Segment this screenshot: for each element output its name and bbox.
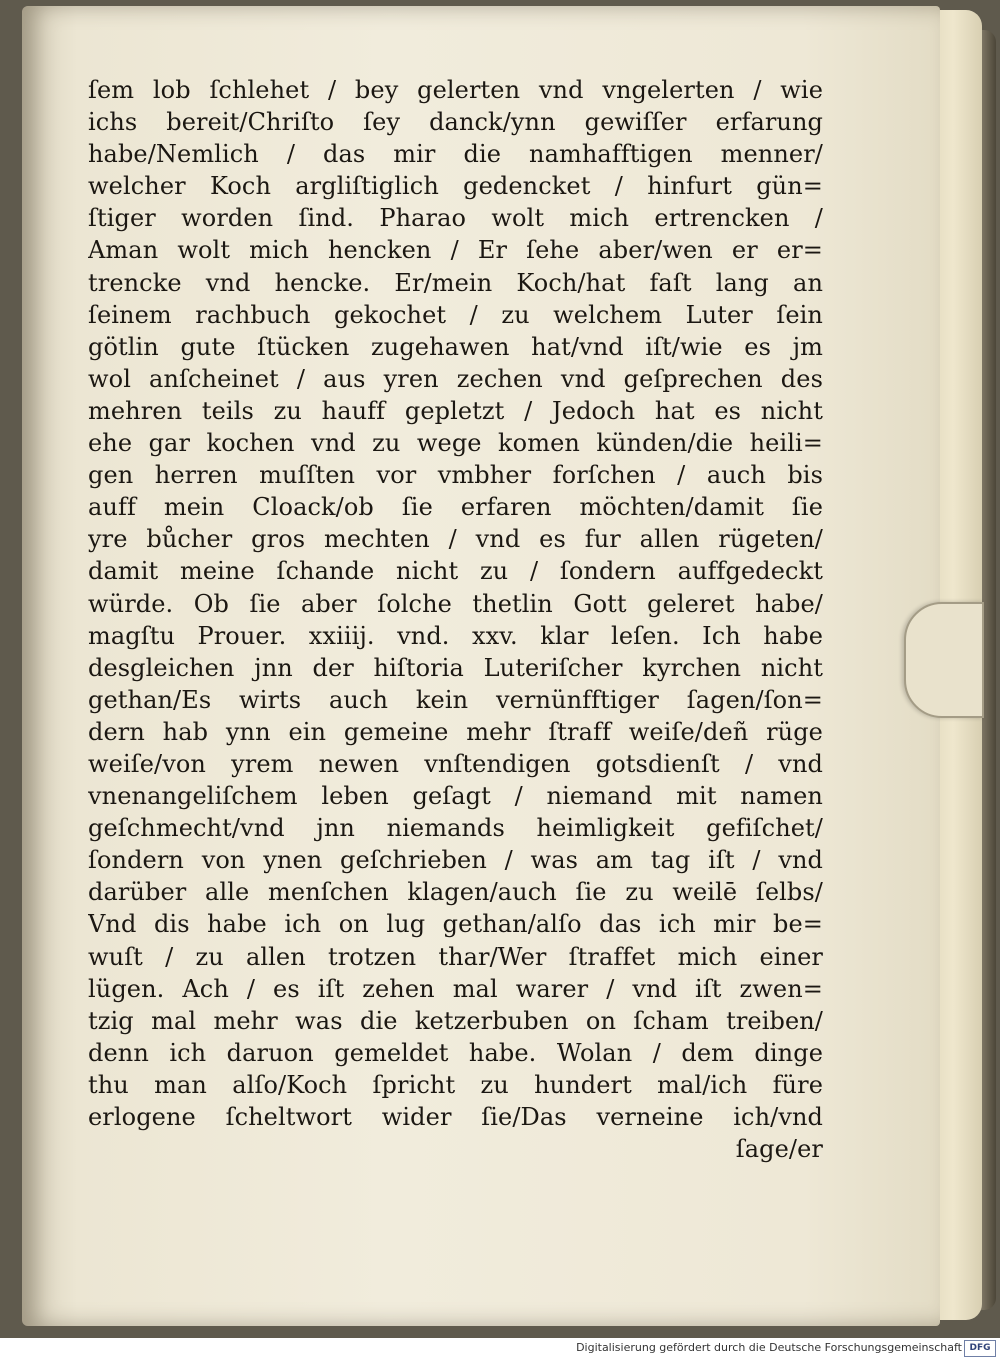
text-line: ſeinem rachbuch gekochet / zu welchem Luter ſein [88,300,823,329]
text-line: ſem lob ſchlehet / bey gelerten vnd vngelerten / wie [88,76,823,104]
text-line: denn ich daruon gemeldet habe. Wolan / dem dinge [88,1038,823,1067]
text-line: desgleichen jnn der hiſtoria Luteriſcher kyrchen nicht [88,653,823,682]
text-line: gethan/Es wirts auch kein vernünfftiger ſagen/ſon= [88,685,823,714]
text-line: vnenangeliſchem leben geſagt / niemand mit namen [88,782,823,811]
text-line: mehren teils zu hauff gepletzt / Jedoch hat es nicht [88,396,823,425]
text-line: gen herren muſſten vor vmbher forſchen / auch bis [88,461,823,490]
text-line: erlogene ſcheltwort wider ſie/Das verneine ich/vnd [88,1103,823,1131]
text-line: ichs bereit/Chriſto ſey danck/ynn gewiſſer erfarung [88,108,823,137]
text-line: magſtu Prouer. xxiiij. vnd. xxv. klar leſen. Ich habe [88,621,823,650]
catchword: ſage/er [735,1135,823,1164]
text-line: darüber alle menſchen klagen/auch ſie zu weilē ſelbs/ [88,878,823,907]
text-line: thu man alſo/Koch ſpricht zu hundert mal/ich füre [88,1070,823,1099]
dfg-logo: DFG [964,1340,996,1357]
text-line: weiſe/von yrem newen vnſtendigen gotsdienſt / vnd [88,749,823,778]
text-line: ſtiger worden ſind. Pharao wolt mich ertrencken / [88,204,823,233]
text-line: habe/Nemlich / das mir die namhafftigen menner/ [88,140,823,169]
text-line: götlin gute ſtücken zugehawen hat/vnd iſt/wie es jm [88,332,823,361]
page-clasp-tab [904,602,984,718]
text-line: lügen. Ach / es iſt zehen mal warer / vnd iſt zwen= [88,974,823,1003]
text-line: yre bůcher gros mechten / vnd es fur allen rügeten/ [88,525,823,554]
text-line: wol anſcheinet / aus yren zechen vnd geſprechen des [88,364,823,393]
text-line: geſchmecht/vnd jnn niemands heimligkeit gefiſchet/ [88,814,823,843]
text-line: wuſt / zu allen trotzen thar/Wer ſtraffet mich einer [88,942,823,971]
text-line: trencke vnd hencke. Er/mein Koch/hat faſt lang an [88,268,823,297]
text-line: würde. Ob ſie aber ſolche thetlin Gott geleret habe/ [88,589,823,618]
page-text [88,74,823,1165]
text-line: welcher Koch argliſtiglich gedencket / hinfurt gün= [88,172,823,201]
text-line: ehe gar kochen vnd zu wege komen künden/die heili= [88,429,823,458]
text-line: Vnd dis habe ich on lug gethan/alſo das ich mir be= [88,910,823,939]
text-line: auff mein Cloack/ob ſie erfaren möchten/damit ſie [88,493,823,522]
footer-bar [0,1338,1000,1359]
text-line: damit meine ſchande nicht zu / ſondern auffgedeckt [88,557,823,586]
text-line: ſondern von ynen geſchrieben / was am tag iſt / vnd [88,846,823,875]
text-line: Aman wolt mich hencken / Er ſehe aber/wen er er= [88,236,823,265]
text-line: tzig mal mehr was die ketzerbuben on ſcham treiben/ [88,1006,823,1035]
text-line: dern hab ynn ein gemeine mehr ſtraff weiſe/deñ rüge [88,717,823,746]
funding-credit: Digitalisierung gefördert durch die Deutsche Forschungsgemeinschaft [576,1341,962,1354]
